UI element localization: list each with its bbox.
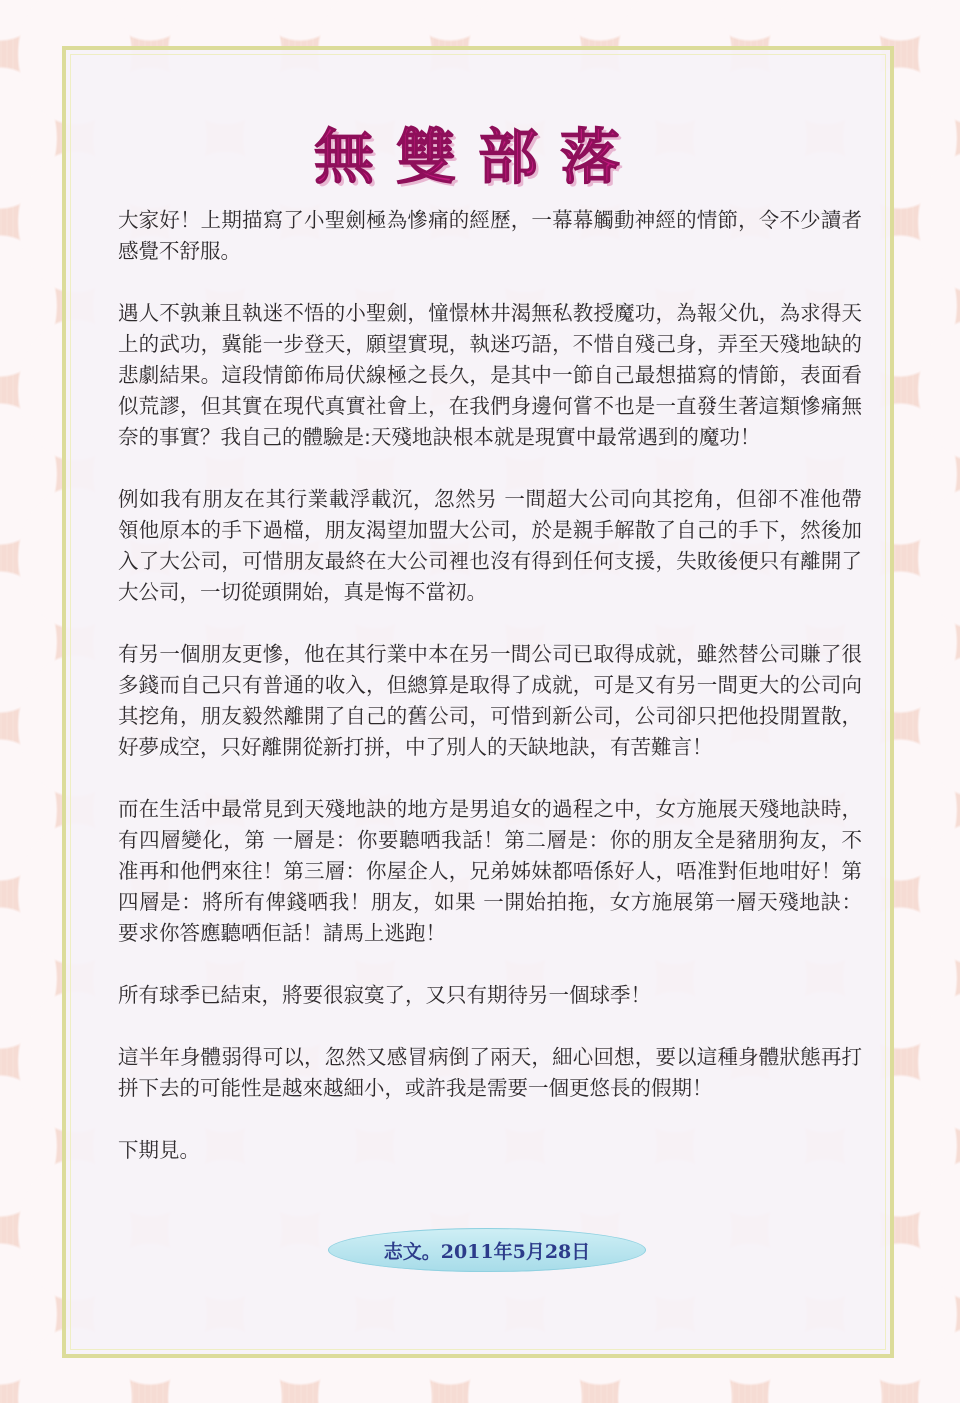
signature-text: 志文。2011年5月28日 bbox=[383, 1240, 591, 1263]
paragraph-season: 所有球季已結束，將要很寂寞了，又只有期待另一個球季！ bbox=[118, 983, 651, 1007]
paragraph-health: 這半年身體弱得可以，忽然又感冒病倒了兩天，細心回想，要以這種身體狀態再打拼下去的可能性是越來越細小，或許我是需要一個更悠長的假期！ bbox=[118, 1045, 862, 1100]
signature-badge bbox=[328, 1228, 646, 1272]
paragraph-example-2: 有另一個朋友更慘，他在其行業中本在另一間公司已取得成就，雖然替公司賺了很多錢而自己只有普通的收入，但總算是取得了成就，可是又有另一間更大的公司向其挖角，朋友毅然離開了自己的舊公司，可惜到新公司，公司卻只把他投閒置散，好夢成空，只好離開從新打拼，中了別人的天缺地訣，有苦難言！ bbox=[118, 642, 862, 759]
paragraph-example-1: 例如我有朋友在其行業載浮載沉，忽然另 一間超大公司向其挖角，但卻不准他帶領他原本的手下過檔，朋友渴望加盟大公司，於是親手解散了自己的手下，然後加入了大公司，可惜朋友最終在大公司裡也沒有得到任何支援，失敗後便只有離開了大公司，一切從頭開始，真是悔不當初。 bbox=[118, 487, 862, 604]
paragraph-closing: 下期見。 bbox=[118, 1138, 200, 1162]
paragraph-story: 遇人不孰兼且執迷不悟的小聖劍，憧憬林井渴無私教授魔功，為報父仇，為求得天上的武功，冀能一步登天，願望實現，執迷巧語，不惜自殘己身，弄至天殘地缺的悲劇結果。這段情節佈局伏線極之長久，是其中一節自己最想描寫的情節，表面看似荒謬，但其實在現代真實社會上，在我們身邊何嘗不也是一直發生著這類慘痛無奈的事實？我自己的體驗是:天殘地訣根本就是現實中最常遇到的魔功！ bbox=[118, 301, 862, 449]
paragraph-greeting: 大家好！上期描寫了小聖劍極為慘痛的經歷，一幕幕觸動神經的情節，令不少讀者感覺不舒服。 bbox=[118, 208, 862, 263]
article-panel bbox=[62, 46, 894, 1358]
paragraph-relationships: 而在生活中最常見到天殘地訣的地方是男追女的過程之中，女方施展天殘地訣時，有四層變化，第 一層是：你要聽哂我話！第二層是：你的朋友全是豬朋狗友，不准再和他們來往！第三層：你屋企人，兄弟姊妹都唔係好人，唔准對佢地咁好！第四層是：將所有俾錢哂我！朋友，如果 一開始拍拖，女方施展第一層天殘地訣：要求你答應聽哂佢話！請馬上逃跑！ bbox=[118, 797, 862, 945]
article-title: 無雙部落 bbox=[314, 123, 642, 193]
article-body bbox=[118, 205, 862, 1197]
